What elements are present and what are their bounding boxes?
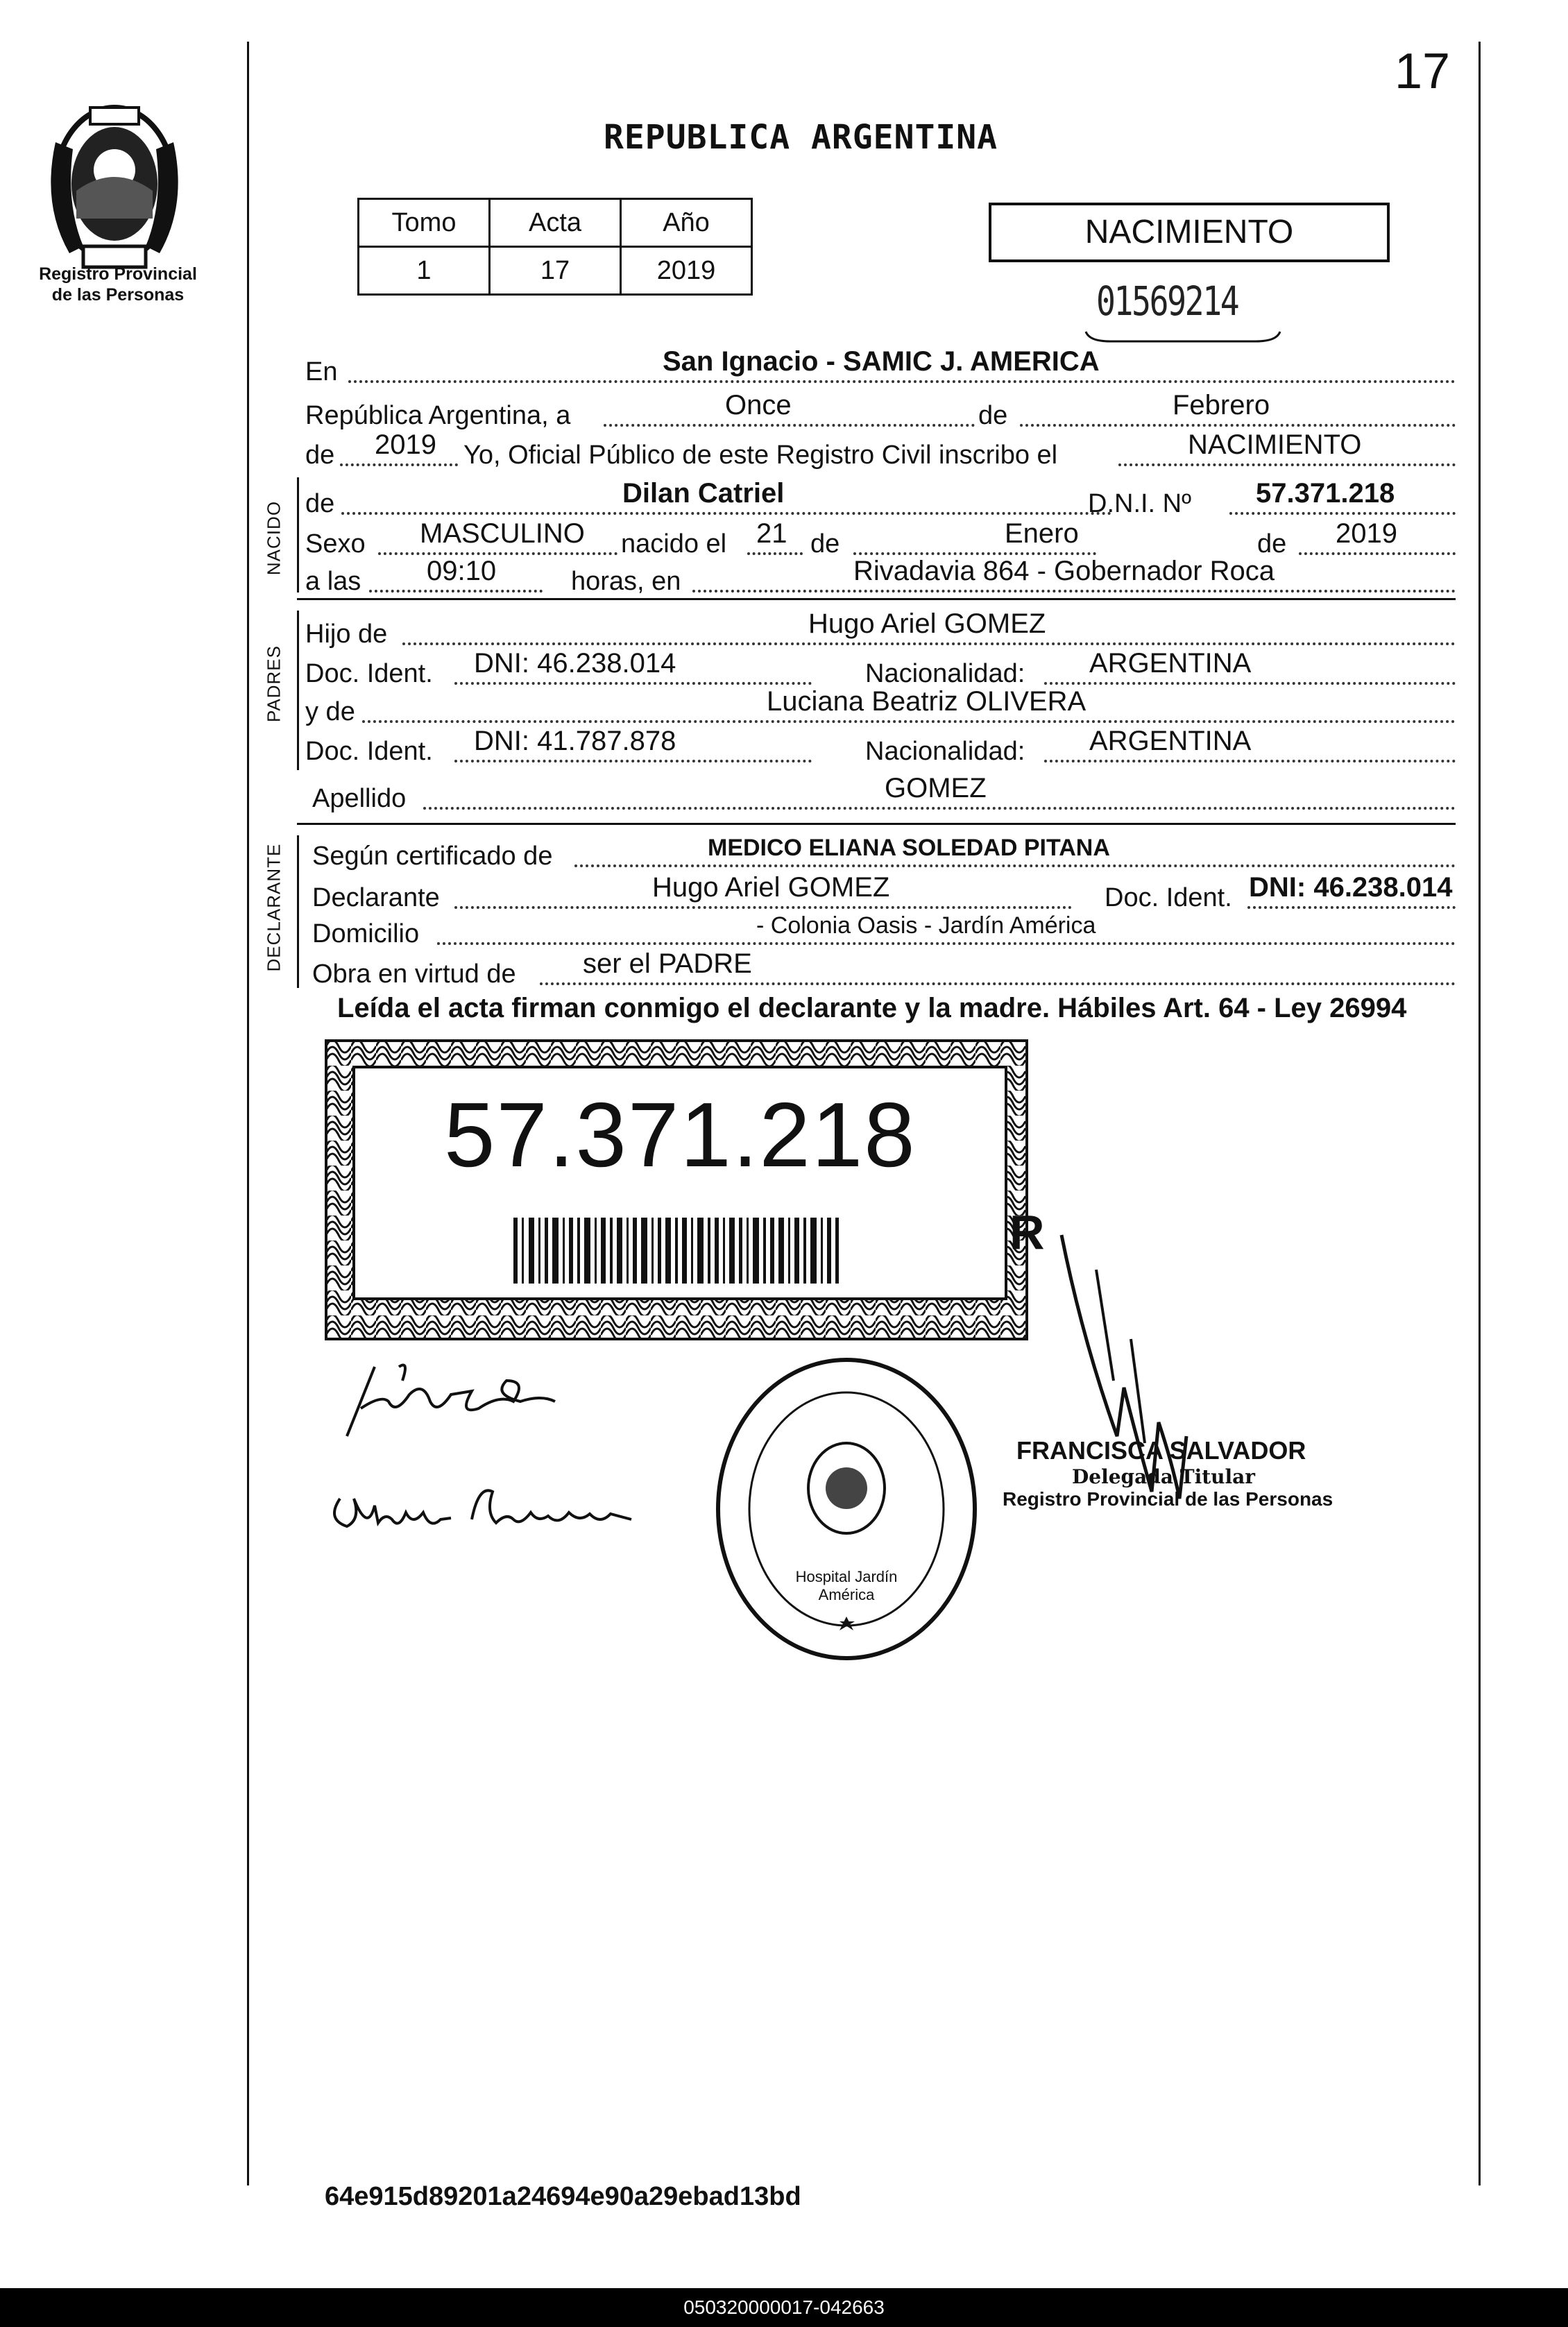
label-certificado: Según certificado de [312,842,553,871]
table-value-tomo: 1 [359,247,490,295]
value-padre: Hugo Ariel GOMEZ [808,608,1046,639]
label-de: de [305,489,335,518]
dots [454,906,1072,909]
value-dia-nacimiento: 21 [756,518,787,549]
row-declarante [305,872,1457,913]
dots [362,720,1456,723]
label-horas-en: horas, en [571,567,681,596]
row-republica [305,390,1457,431]
dots [604,424,975,427]
label-dni: D.N.I. Nº [1088,489,1191,518]
logo-caption-line-2: de las Personas [51,285,185,305]
official-role: Delegada Titular [1072,1465,1256,1488]
dots [1020,424,1456,427]
label-domicilio: Domicilio [312,919,420,948]
row-oficial [305,429,1457,470]
value-mes-nacimiento: Enero [1005,518,1079,549]
label-a-las: a las [305,567,361,596]
dots [1229,512,1456,515]
dots [1299,552,1456,555]
row-hijo-de [305,608,1457,649]
label-de: de [978,401,1008,430]
label-de-mes: de [810,529,840,559]
value-hora: 09:10 [427,556,497,586]
label-oficial: Yo, Oficial Público de este Registro Civil inscribo el [463,441,1058,470]
row-en [305,346,1457,387]
value-madre: Luciana Beatriz OLIVERA [767,686,1086,717]
official-org: Registro Provincial de las Personas [1003,1488,1333,1510]
official-signature [1055,1214,1235,1506]
section-divider [297,823,1456,825]
svg-text:R: R [1009,1205,1045,1259]
label-y-de: y de [305,697,355,726]
row-padre-doc [305,648,1457,689]
dni-sticker-number: 57.371.218 [444,1084,917,1186]
document-title: REPUBLICA ARGENTINA [604,118,998,157]
label-nacionalidad: Nacionalidad: [865,659,1025,688]
dots [692,590,1456,593]
official-name: FRANCISCA SALVADOR [1016,1436,1306,1465]
right-margin-line [1478,42,1481,2185]
dots [747,552,803,555]
row-y-de [305,686,1457,727]
value-sexo: MASCULINO [420,518,585,549]
label-en: En [305,357,338,386]
row-nacido-sexo [305,518,1457,559]
value-lugar-nacimiento: Rivadavia 864 - Gobernador Roca [853,556,1275,586]
logo-caption [14,264,222,305]
value-certificado: MEDICO ELIANA SOLEDAD PITANA [708,835,1110,861]
value-tipo: NACIMIENTO [1188,429,1362,460]
row-nacido-hora [305,556,1457,597]
row-apellido [305,773,1457,814]
value-declarante-doc: DNI: 46.238.014 [1249,872,1453,903]
dots [423,807,1456,810]
label-nacido-el: nacido el [621,529,727,559]
dots [340,463,458,466]
section-label-declarante: DECLARANTE [263,843,284,972]
table-header-row [359,199,752,247]
left-margin-line [247,42,249,2185]
label-hijo-de: Hijo de [305,620,388,649]
table-header-acta: Acta [490,199,621,247]
table-value-anio: 2019 [621,247,752,295]
table-header-anio: Año [621,199,752,247]
dots [454,760,812,762]
value-anio-nacimiento: 2019 [1336,518,1397,549]
dots [1044,682,1456,685]
document-hash: 64e915d89201a24694e90a29ebad13bd [325,2182,801,2211]
dots [348,380,1456,383]
row-certificado [305,835,1457,871]
label-de: de [305,441,335,470]
label-de-anio: de [1257,529,1287,559]
signature-hugo [333,1353,569,1450]
dots [437,942,1456,945]
dots [341,512,1111,515]
padres-section-bar [297,611,299,770]
dots [574,864,1456,867]
dots [369,590,543,593]
label-republica: República Argentina, a [305,401,571,430]
value-nombre: Dilan Catriel [622,478,785,509]
label-nacionalidad: Nacionalidad: [865,737,1025,766]
value-madre-doc: DNI: 41.787.878 [474,726,676,756]
row-nacido-nombre [305,478,1457,519]
dots [378,552,617,555]
logo-caption-line-1: Registro Provincial [39,264,197,284]
value-dia-letras: Once [725,390,792,420]
row-madre-doc [305,726,1457,767]
dots [1247,906,1456,909]
dots [853,552,1096,555]
value-domicilio: - Colonia Oasis - Jardín América [756,912,1096,939]
table-header-tomo: Tomo [359,199,490,247]
value-obra: ser el PADRE [583,948,752,979]
footer-code: 050320000017-042663 [0,2288,1568,2327]
signature-olivera-luciana [326,1471,638,1540]
value-lugar-inscripcion: San Ignacio - SAMIC J. AMERICA [663,346,1100,377]
value-padre-nacionalidad: ARGENTINA [1089,648,1252,679]
value-mes: Febrero [1173,390,1270,420]
value-anio: 2019 [375,429,436,460]
table-value-row [359,247,752,295]
serial-underline [1082,326,1284,347]
dots [1044,760,1456,762]
value-apellido: GOMEZ [885,773,987,803]
seal-inner-text: Hospital Jardín América [795,1568,898,1603]
value-madre-nacionalidad: ARGENTINA [1089,726,1252,756]
section-divider [297,598,1456,600]
section-label-padres: PADRES [263,645,284,722]
row-obra [305,948,1457,989]
tomo-acta-anio-table [357,198,753,296]
label-sexo: Sexo [305,529,366,559]
dots [540,982,1456,985]
dots [1118,463,1456,466]
nacido-section-bar [297,477,299,593]
label-apellido: Apellido [312,784,407,813]
row-domicilio [305,912,1457,949]
label-doc-ident: Doc. Ident. [1105,883,1232,912]
declarante-section-bar [297,835,299,988]
page-number: 17 [1395,44,1451,99]
serial-number: 01569214 [1096,278,1238,325]
value-padre-doc: DNI: 46.238.014 [474,648,676,679]
label-doc-ident: Doc. Ident. [305,659,433,688]
closing-statement: Leída el acta firman conmigo el declarante y la madre. Hábiles Art. 64 - Ley 26994 [337,993,1407,1023]
dots [402,642,1456,645]
section-label-nacido: NACIDO [263,500,284,576]
label-obra: Obra en virtud de [312,960,516,989]
table-value-acta: 17 [490,247,621,295]
record-type-box: NACIMIENTO [989,203,1390,262]
value-declarante: Hugo Ariel GOMEZ [652,872,890,903]
dots [454,682,812,685]
label-doc-ident: Doc. Ident. [305,737,433,766]
value-dni-nacido: 57.371.218 [1256,478,1395,509]
label-declarante: Declarante [312,883,440,912]
